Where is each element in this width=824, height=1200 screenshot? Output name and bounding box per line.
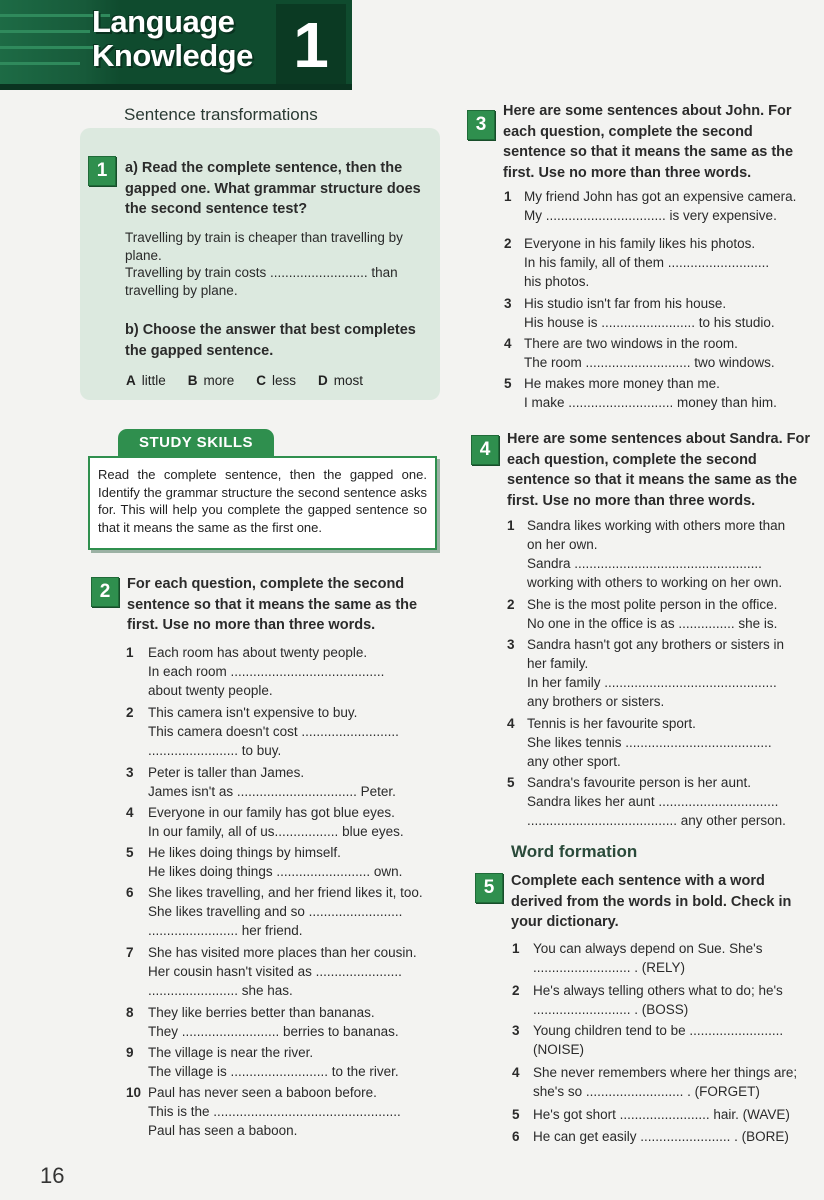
study-skills-text: Read the complete sentence, then the gapped one. Identify the grammar structure the second sentence asks for. This will help you complete the gapped sentence so that it means the same as the first one. [98, 467, 427, 535]
option-letter: C [256, 373, 267, 388]
task1-instruction-b [125, 320, 416, 361]
item-line: My friend John has got an expensive camera. [524, 189, 797, 204]
item-line: This camera isn't expensive to buy. [148, 705, 358, 720]
item-number: 2 [512, 983, 520, 998]
item-line: Each room has about twenty people. [148, 645, 368, 660]
item-number: 9 [126, 1045, 134, 1060]
item-line: The village is near the river. [148, 1045, 314, 1060]
instruction-line: the second sentence test? [125, 201, 308, 217]
sentence-line: plane. [125, 247, 162, 263]
item-number: 1 [507, 518, 515, 533]
item-line: She has visited more places than her cousin. [148, 945, 417, 960]
option-text: less [272, 373, 297, 388]
instruction-line: derived from the words in bold. Check in [511, 893, 792, 910]
task2-instruction [127, 574, 417, 636]
option-b[interactable] [188, 373, 235, 388]
task4-instruction [507, 429, 810, 511]
item-number: 10 [126, 1085, 142, 1100]
item-line: (NOISE) [533, 1042, 585, 1057]
item-number: 1 [126, 645, 134, 660]
item-line: She likes travelling and so ......................... [148, 904, 403, 919]
item-number: 4 [507, 716, 515, 731]
option-letter: B [187, 373, 198, 388]
item-line: They like berries better than bananas. [148, 1005, 375, 1020]
item-line: ........................ her friend. [148, 923, 303, 938]
item-line: In his family, all of them ........................... [524, 255, 770, 270]
option-text: more [203, 373, 235, 388]
item-number: 2 [504, 236, 512, 251]
item-line: He likes doing things by himself. [148, 845, 341, 860]
item-number: 4 [512, 1065, 520, 1080]
option-letter: A [126, 373, 136, 388]
sentence-line: Travelling by train costs .......................... than [125, 265, 398, 280]
option-text: most [333, 373, 364, 388]
header-stripe [0, 30, 90, 33]
instruction-line: sentence so that it means the same as the [127, 596, 418, 613]
item-line: ........................................ any other person. [527, 813, 786, 828]
option-d[interactable] [318, 373, 363, 388]
study-skills-label: STUDY SKILLS [118, 429, 274, 456]
task1-instruction-a [125, 158, 421, 220]
item-line: Everyone in our family has got blue eyes. [148, 805, 395, 820]
unit-number: 1 [276, 4, 346, 86]
item-line: any other sport. [527, 754, 621, 769]
instruction-line: each question, complete the second [503, 123, 753, 140]
item-line: No one in the office is as ............... she is. [527, 616, 778, 631]
item-line: She likes travelling, and her friend likes it, too. [148, 885, 423, 900]
header-title-line1: Language [92, 4, 235, 39]
instruction-line: Complete each sentence with a word [511, 873, 765, 889]
item-line: This camera doesn't cost .......................... [148, 724, 399, 739]
instruction-line: Here are some sentences about Sandra. For [507, 431, 810, 447]
instruction-line: first. Use no more than three words. [127, 617, 376, 633]
item-line: In her family .............................................. [527, 675, 777, 690]
item-line: He makes more money than me. [524, 376, 720, 391]
section-title: Sentence transformations [124, 105, 318, 124]
item-line: Sandra's favourite person is her aunt. [527, 775, 751, 790]
item-number: 2 [126, 705, 134, 720]
sentence-line: travelling by plane. [125, 282, 238, 298]
item-number: 3 [507, 637, 515, 652]
item-line: .......................... . (RELY) [533, 960, 686, 975]
item-line: Sandra likes working with others more than [527, 518, 786, 533]
item-line: his photos. [524, 274, 590, 289]
item-line: In our family, all of us................. blue eyes. [148, 824, 404, 839]
item-line: He can get easily ........................ . (BORE) [533, 1129, 789, 1144]
instruction-line: Here are some sentences about John. For [503, 103, 792, 119]
item-number: 4 [504, 336, 512, 351]
item-line: He's always telling others what to do; he's [533, 983, 783, 998]
item-line: Sandra .................................................. [527, 556, 762, 571]
item-line: She is the most polite person in the office. [527, 597, 778, 612]
item-line: Paul has seen a baboon. [148, 1123, 298, 1138]
instruction-line: sentence so that it means the same as the [503, 144, 794, 160]
instruction-line: first. Use no more than three words. [503, 164, 752, 181]
item-line: He's got short ........................ hair. (WAVE) [533, 1107, 790, 1122]
instruction-line: gapped one. What grammar structure does [125, 180, 421, 197]
item-line: working with others to working on her own. [527, 575, 783, 590]
sentence-line: Travelling by train is cheaper than travelling by [125, 230, 403, 245]
unit-header [0, 0, 352, 90]
item-line: The village is .......................... to the river. [148, 1064, 399, 1079]
item-number: 5 [507, 775, 515, 790]
task1-sentences [125, 229, 431, 299]
item-line: I make ............................ money than him. [524, 395, 777, 410]
task1-number: 1 [88, 156, 116, 186]
item-number: 3 [126, 765, 134, 780]
header-stripe [0, 62, 80, 65]
task2-number: 2 [91, 577, 119, 607]
item-line: Tennis is her favourite sport. [527, 716, 696, 731]
item-number: 2 [507, 597, 515, 612]
item-line: Young children tend to be ......................... [533, 1023, 784, 1038]
task5-instruction [511, 871, 791, 933]
item-line: You can always depend on Sue. She's [533, 941, 763, 956]
item-number: 8 [126, 1005, 134, 1020]
header-stripe [0, 46, 100, 49]
item-line: any brothers or sisters. [527, 694, 665, 709]
item-line: she's so .......................... . (FORGET) [533, 1084, 760, 1099]
item-number: 6 [126, 885, 134, 900]
item-line: James isn't as ................................ Peter. [148, 784, 396, 799]
task1-options [126, 373, 385, 388]
item-number: 7 [126, 945, 134, 960]
item-line: She likes tennis ....................................... [527, 735, 772, 750]
item-line: Everyone in his family likes his photos. [524, 236, 756, 251]
item-line: Sandra likes her aunt ................................ [527, 794, 779, 809]
item-line: He likes doing things ......................... own. [148, 864, 403, 879]
item-number: 5 [126, 845, 134, 860]
item-line: She never remembers where her things are; [533, 1065, 798, 1080]
item-line: They .......................... berries to bananas. [148, 1024, 399, 1039]
item-line: about twenty people. [148, 683, 273, 698]
word-formation-title: Word formation [511, 842, 638, 861]
item-line: His house is ......................... to his studio. [524, 315, 775, 330]
option-a[interactable] [126, 373, 166, 388]
item-line: Her cousin hasn't visited as ....................... [148, 964, 402, 979]
item-line: her family. [527, 656, 589, 671]
item-line: There are two windows in the room. [524, 336, 738, 351]
option-text: little [141, 373, 166, 388]
instruction-line: the gapped sentence. [125, 342, 274, 359]
option-c[interactable] [256, 373, 296, 388]
item-line: This is the .................................................. [148, 1104, 401, 1119]
instruction-line: your dictionary. [511, 914, 619, 930]
instruction-line: each question, complete the second [507, 451, 757, 468]
header-bottom-bar [0, 84, 352, 90]
item-line: In each room ......................................... [148, 664, 385, 679]
item-number: 5 [512, 1107, 520, 1122]
item-line: on her own. [527, 537, 598, 552]
item-number: 3 [504, 296, 512, 311]
item-line: ........................ she has. [148, 983, 293, 998]
instruction-line: For each question, complete the second [127, 576, 405, 592]
item-line: ........................ to buy. [148, 743, 282, 758]
item-number: 5 [504, 376, 512, 391]
item-line: My ................................ is very expensive. [524, 208, 777, 223]
item-line: Paul has never seen a baboon before. [148, 1085, 377, 1100]
item-line: The room ............................ two windows. [524, 355, 775, 370]
instruction-line: first. Use no more than three words. [507, 492, 756, 509]
task3-number: 3 [467, 110, 495, 140]
item-line: Peter is taller than James. [148, 765, 305, 780]
item-number: 3 [512, 1023, 520, 1038]
header-title-line2: Knowledge [92, 38, 253, 73]
task3-instruction [503, 101, 793, 183]
item-line: His studio isn't far from his house. [524, 296, 727, 311]
item-number: 1 [504, 189, 512, 204]
instruction-line: sentence so that it means the same as the [507, 472, 798, 488]
item-number: 6 [512, 1129, 520, 1144]
item-line: .......................... . (BOSS) [533, 1002, 689, 1017]
study-skills-box [88, 456, 437, 550]
page-number: 16 [40, 1163, 65, 1188]
option-letter: D [318, 373, 328, 388]
instruction-line: a) Read the complete sentence, then the [125, 160, 403, 176]
item-line: Sandra hasn't got any brothers or sisters in [527, 637, 784, 652]
item-number: 4 [126, 805, 134, 820]
task5-number: 5 [475, 873, 503, 903]
item-number: 1 [512, 941, 520, 956]
instruction-line: b) Choose the answer that best completes [125, 322, 416, 338]
task4-number: 4 [471, 435, 499, 465]
